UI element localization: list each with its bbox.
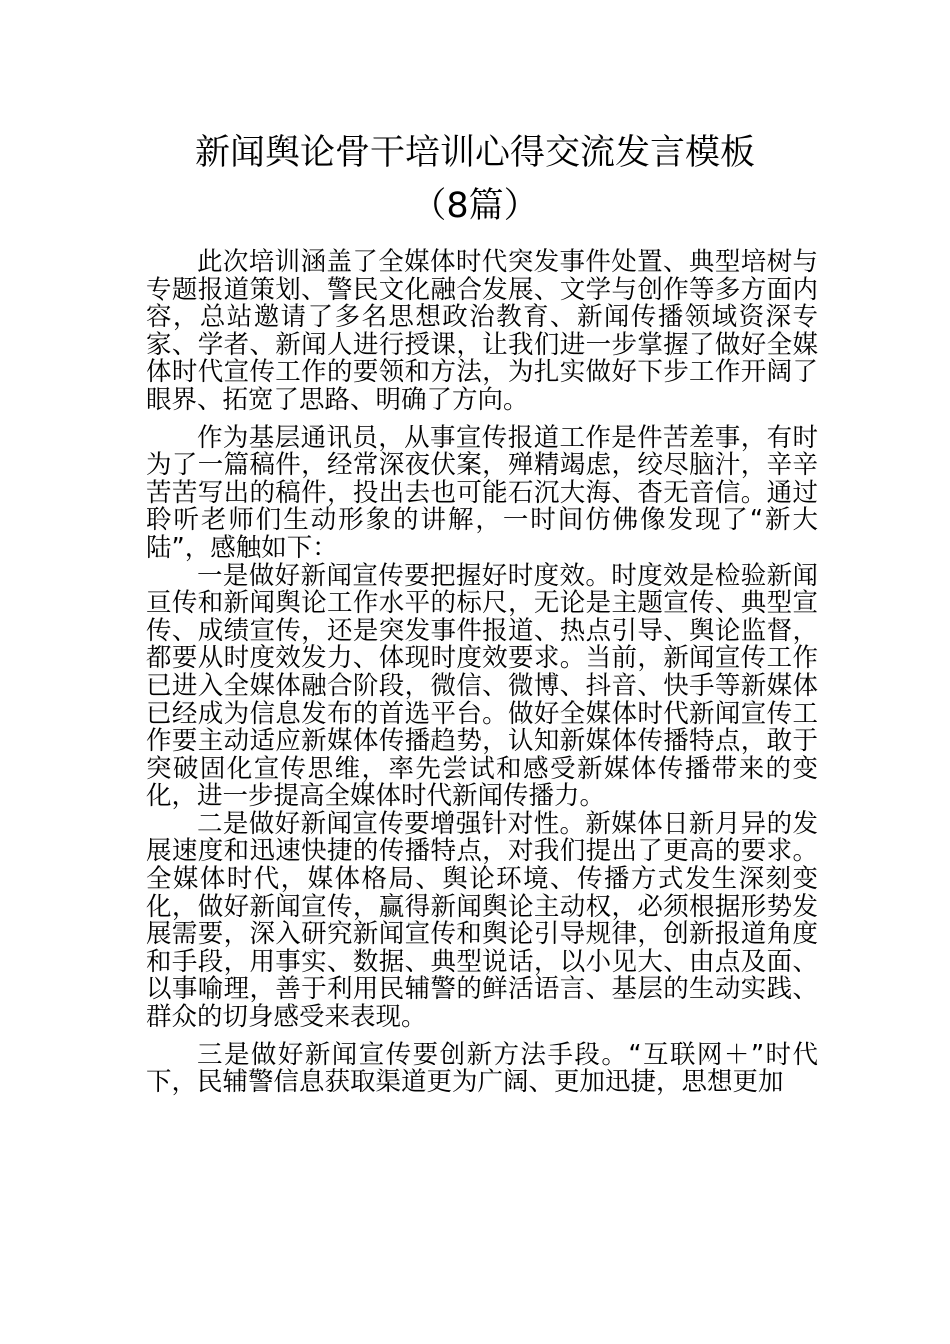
- paragraph-point-three: 三是做好新闻宣传要创新方法手段。“互联网＋”时代下，民辅警信息获取渠道更为广阔、更加迅捷，思想更加: [146, 1039, 818, 1098]
- paragraph-point-two: 二是做好新闻宣传要增强针对性。新媒体日新月异的发展速度和迅速快捷的传播特点，对我们提出了更高的要求。全媒体时代，媒体格局、舆论环境、传播方式发生深刻变化，做好新闻宣传，赢得新闻舆论主动权，必须根据形势发展需要，深入研究新闻宣传和舆论引导规律，创新报道角度和手段，用事实、数据、典型说话，以小见大、由点及面、以事喻理，善于利用民辅警的鲜活语言、基层的生动实践、群众的切身感受来表现。: [146, 808, 818, 1033]
- document-title-count: （8篇）: [411, 186, 539, 226]
- document-title: 新闻舆论骨干培训心得交流发言模板: [194, 133, 755, 173]
- paragraph-reflection: 作为基层通讯员，从事宣传报道工作是件苦差事，有时为了一篇稿件，经常深夜伏案，殚精竭虑，绞尽脑汁，辛辛苦苦写出的稿件，投出去也可能石沉大海、杳无音信。通过聆听老师们生动形象的讲解，一时间仿佛像发现了“新大陆”，感触如下：: [146, 422, 818, 563]
- paragraph-point-one: 一是做好新闻宣传要把握好时度效。时度效是检验新闻亘传和新闻舆论工作水平的标尺，无论是主题宣传、典型宣传、成绩宣传，还是突发事件报道、热点引导、舆论监督，都要从时度效发力、体现时度效要求。当前，新闻宣传工作已进入全媒体融合阶段，微信、微博、抖音、快手等新媒体已经成为信息发布的首选平台。做好全媒体时代新闻宣传工作要主动适应新媒体传播趋势，认知新媒体传播特点，敢于突破固化宣传思维，率先尝试和感受新媒体传播带来的变化，进一步提高全媒体时代新闻传播力。: [146, 560, 818, 812]
- paragraph-intro: 此次培训涵盖了全媒体时代突发事件处置、典型培树与专题报道策划、警民文化融合发展、文学与创作等多方面内容，总站邀请了多名思想政治教育、新闻传播领域资深专家、学者、新闻人进行授课，让我们进一步掌握了做好全媒体时代宣传工作的要领和方法，为扎实做好下步工作开阔了眼界、拓宽了思路、明确了方向。: [146, 247, 818, 415]
- document-body: [146, 249, 818, 1097]
